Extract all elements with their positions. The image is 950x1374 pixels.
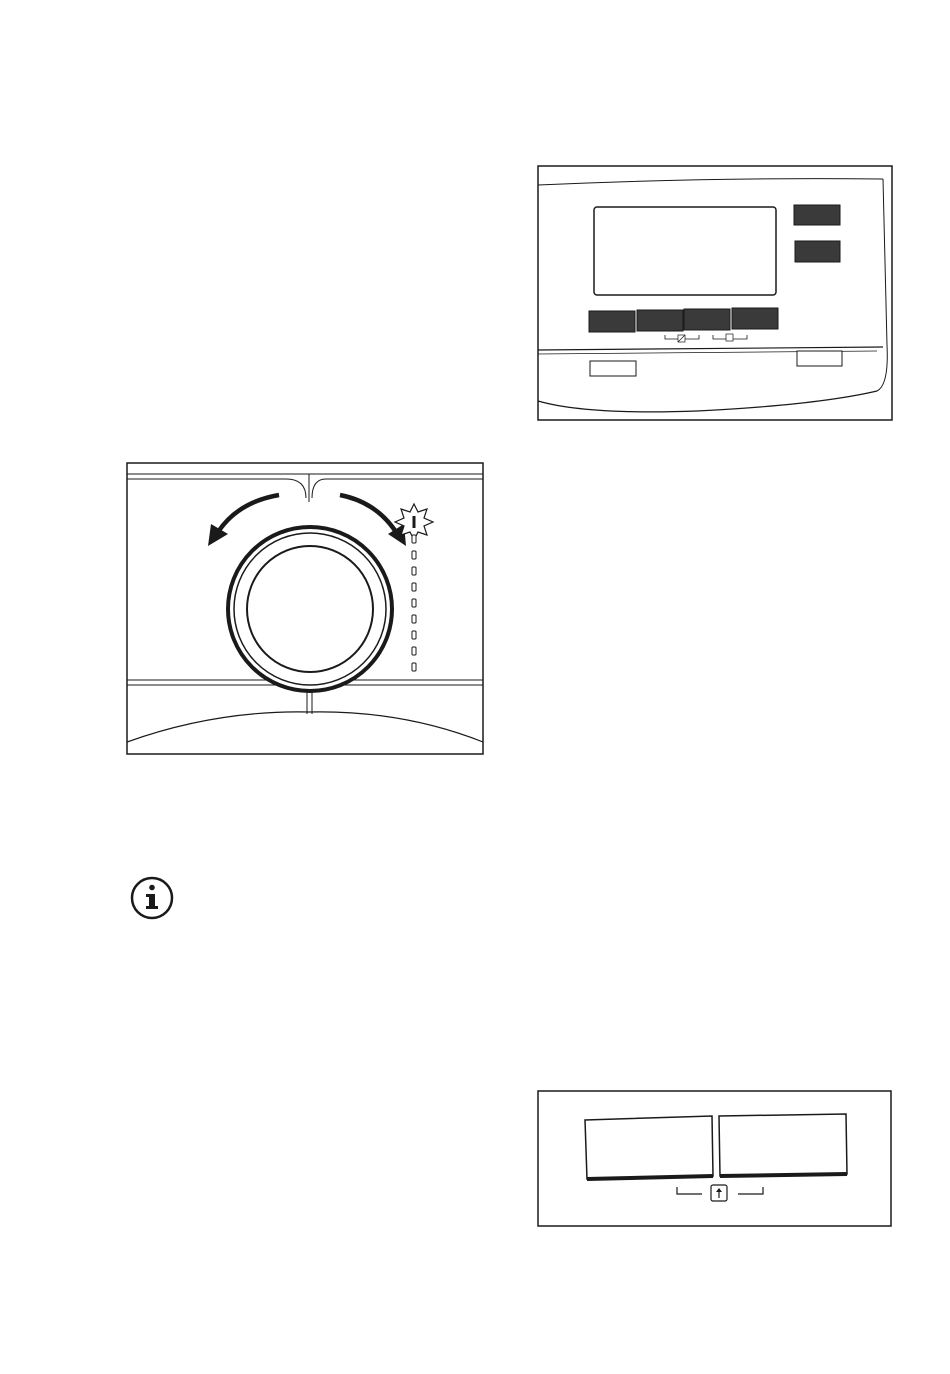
indicator-led — [412, 583, 416, 591]
indicator-led-active — [413, 516, 416, 528]
knob-face — [247, 546, 373, 672]
indicator-led — [412, 663, 416, 671]
info-icon — [129, 875, 175, 921]
dial-illustration — [126, 462, 484, 755]
indicator-led — [412, 551, 416, 559]
indicator-led — [412, 647, 416, 655]
display-window — [594, 207, 776, 295]
dispenser-slot-left — [590, 361, 636, 376]
control-button-top-2[interactable] — [795, 241, 840, 262]
indicator-led — [412, 535, 416, 543]
control-button-bottom-4[interactable] — [732, 308, 778, 329]
lock-button-right[interactable] — [719, 1114, 847, 1176]
indicator-led — [412, 567, 416, 575]
child-lock-illustration — [537, 1090, 892, 1227]
control-button-bottom-3[interactable] — [684, 309, 730, 330]
control-button-bottom-2[interactable] — [637, 310, 683, 331]
mute-icon — [678, 335, 685, 342]
child-lock-icon — [711, 1185, 727, 1201]
child-lock-icon — [726, 334, 733, 341]
control-button-bottom-1[interactable] — [589, 311, 635, 332]
lock-button-left[interactable] — [585, 1116, 713, 1179]
control-button-top-1[interactable] — [794, 205, 840, 225]
indicator-led — [412, 615, 416, 623]
indicator-led — [412, 631, 416, 639]
dispenser-slot-right — [797, 351, 842, 366]
indicator-led — [412, 599, 416, 607]
indicator-led-column — [412, 535, 416, 671]
control-panel-illustration — [537, 165, 893, 421]
